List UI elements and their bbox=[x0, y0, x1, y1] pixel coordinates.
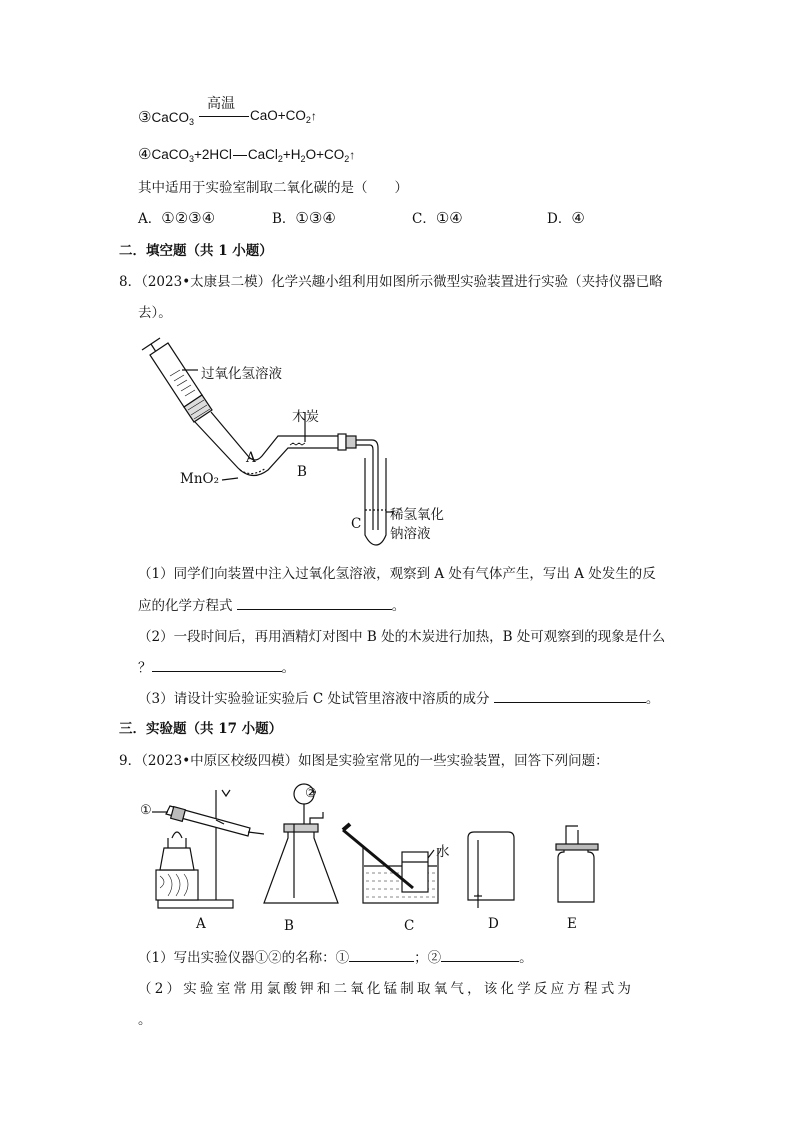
equation-number: ④ bbox=[138, 146, 152, 163]
q7-question: 其中适用于实验室制取二氧化碳的是（ ） bbox=[138, 180, 408, 196]
label-c: C bbox=[351, 516, 362, 532]
q8-sub3: （3）请设计实验验证实验后 C 处试管里溶液中溶质的成分 。 bbox=[138, 687, 659, 707]
q9-apparatus-diagram bbox=[138, 778, 608, 936]
q9-sub2: （2）实验室常用氯酸钾和二氧化锰制取氧气，该化学反应方程式为 bbox=[138, 981, 635, 997]
label-h2o2-solution: 过氧化氢溶液 bbox=[201, 366, 282, 382]
section-3-title: 三．实验题（共 17 小题） bbox=[119, 721, 283, 737]
q8-stem-line1: 8．（2023•太康县二模）化学兴趣小组利用如图所示微型实验装置进行实验（夹持仪器已略 bbox=[119, 274, 663, 290]
q9-stem: 9．（2023•中原区校级四模）如图是实验室常见的一些实验装置，回答下列问题： bbox=[119, 753, 609, 769]
q8-stem-line2: 去）。 bbox=[138, 305, 172, 321]
answer-blank[interactable] bbox=[152, 657, 282, 672]
equation-3: ③CaCO$_3$ bbox=[138, 109, 194, 127]
label-charcoal: 木炭 bbox=[292, 409, 319, 425]
label-a: A bbox=[196, 916, 206, 932]
q9-sub2-end: 。 bbox=[138, 1012, 152, 1028]
reaction-condition: 高温 bbox=[207, 96, 235, 112]
section-2-title: 二．填空题（共 1 小题） bbox=[119, 243, 273, 259]
label-c: C bbox=[404, 918, 415, 934]
label-naoh-1: 稀氢氧化 bbox=[390, 507, 444, 523]
answer-blank[interactable] bbox=[494, 688, 646, 703]
label-water: 水 bbox=[436, 844, 450, 860]
option-d[interactable]: D．④ bbox=[547, 209, 585, 227]
label-b: B bbox=[284, 918, 294, 934]
equals-line bbox=[233, 155, 247, 156]
label-d: D bbox=[488, 916, 499, 932]
circle-1-marker: ① bbox=[140, 803, 152, 818]
equation-3-products: $CaO+CO_2↑$ bbox=[250, 108, 317, 125]
reactant: CaCO bbox=[151, 110, 189, 125]
q8-sub2-line2: ？ 。 bbox=[138, 656, 295, 676]
equation-number: ③ bbox=[138, 109, 152, 126]
equals-line bbox=[199, 116, 249, 117]
q8-sub1-line2: 应的化学方程式 。 bbox=[138, 594, 405, 614]
q9-sub1: （1）写出实验仪器①②的名称：① ；② 。 bbox=[138, 946, 533, 966]
label-naoh-2: 钠溶液 bbox=[390, 526, 431, 542]
label-mno2: MnO₂ bbox=[180, 471, 219, 487]
label-a: A bbox=[246, 450, 256, 466]
q8-sub2-line1: （2）一段时间后，再用酒精灯对图中 B 处的木炭进行加热，B 处可观察到的现象是什么 bbox=[138, 629, 666, 645]
label-b: B bbox=[297, 464, 307, 480]
option-a[interactable]: A．①②③④ bbox=[138, 209, 216, 227]
q8-sub1-line1: （1）同学们向装置中注入过氧化氢溶液，观察到 A 处有气体产生，写出 A 处发生的反 bbox=[138, 566, 656, 582]
circle-2-marker: ② bbox=[305, 786, 317, 801]
option-b[interactable]: B．①③④ bbox=[272, 209, 336, 227]
equation-4: ④CaCO$_3$+2HCl $CaCl_2+H_2O+CO_2↑$ bbox=[138, 146, 356, 164]
label-e: E bbox=[567, 916, 577, 932]
answer-blank[interactable] bbox=[349, 947, 414, 962]
option-c[interactable]: C．①④ bbox=[412, 209, 463, 227]
answer-blank[interactable] bbox=[237, 595, 392, 610]
answer-blank[interactable] bbox=[441, 947, 519, 962]
